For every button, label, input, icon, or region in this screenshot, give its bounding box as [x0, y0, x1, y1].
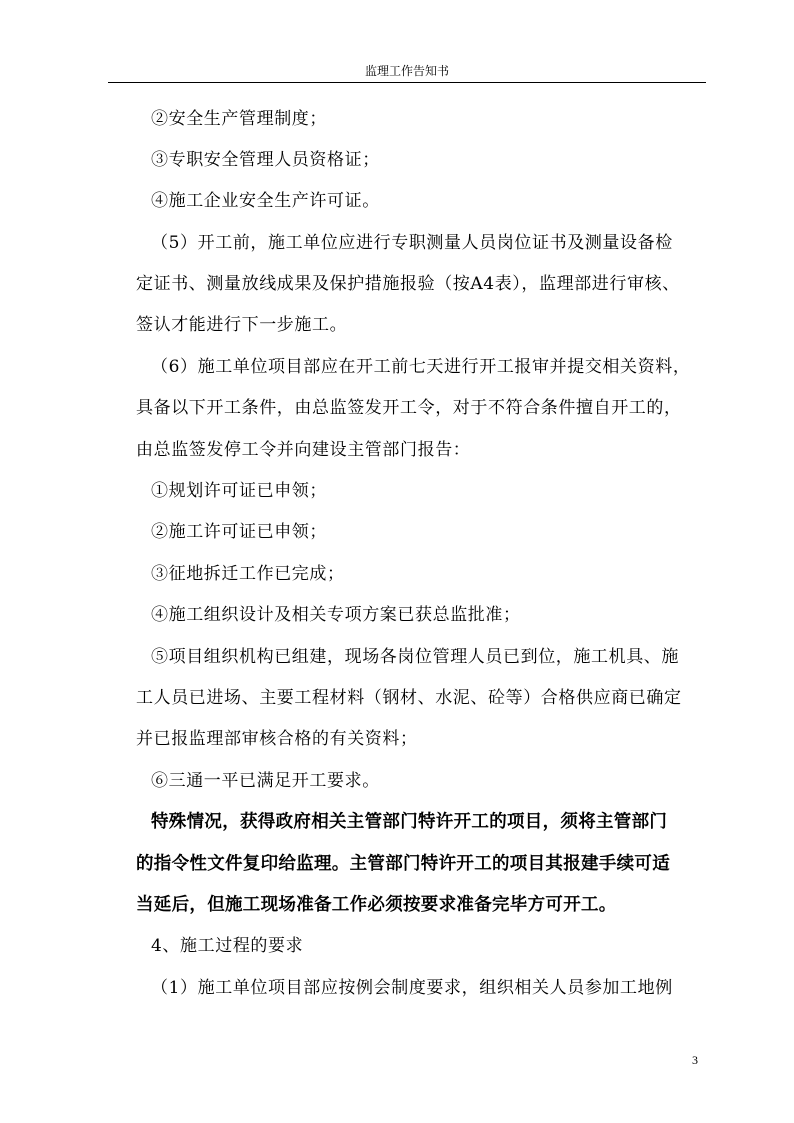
text-line: 定证书、测量放线成果及保护措施报验（按A4表），监理部进行审核、 [136, 274, 680, 294]
text-line: 签认才能进行下一步施工。 [136, 315, 348, 335]
text-line: 具备以下开工条件，由总监签发开工令，对于不符合条件擅自开工的， [136, 398, 682, 418]
text-line: ⑥三通一平已满足开工要求。 [151, 771, 380, 791]
text-line: ③专职安全管理人员资格证； [151, 150, 380, 170]
section-heading: 4、施工过程的要求 [151, 936, 304, 956]
text-line: ④施工组织设计及相关专项方案已获总监批准； [151, 605, 521, 625]
text-line: 由总监签发停工令并向建设主管部门报告： [136, 440, 471, 460]
text-line: （6）施工单位项目部应在开工前七天进行开工报审并提交相关资料， [151, 357, 691, 377]
text-line: 并已报监理部审核合格的有关资料； [136, 729, 418, 749]
text-line: 工人员已进场、主要工程材料（钢材、水泥、砼等）合格供应商已确定 [136, 688, 682, 708]
emphasis-line: 特殊情况，获得政府相关主管部门特许开工的项目，须将主管部门 [151, 812, 668, 832]
text-line: ③征地拆迁工作已完成； [151, 564, 345, 584]
text-line: ②施工许可证已申领； [151, 522, 327, 542]
page-header: 监理工作告知书 [108, 62, 706, 83]
text-line: ①规划许可证已申领； [151, 481, 327, 501]
emphasis-line: 当延后，但施工现场准备工作必须按要求准备完毕方可开工。 [136, 895, 617, 915]
text-line: ⑤项目组织机构已组建，现场各岗位管理人员已到位，施工机具、施 [151, 647, 679, 667]
text-line: ④施工企业安全生产许可证。 [151, 191, 380, 211]
text-line: （1）施工单位项目部应按例会制度要求，组织相关人员参加工地例 [151, 978, 673, 998]
text-line: ②安全生产管理制度； [151, 109, 327, 129]
text-line: （5）开工前，施工单位应进行专职测量人员岗位证书及测量设备检 [151, 233, 673, 253]
page-number: 3 [692, 1053, 698, 1067]
emphasis-line: 的指令性文件复印给监理。主管部门特许开工的项目其报建手续可适 [136, 854, 670, 874]
